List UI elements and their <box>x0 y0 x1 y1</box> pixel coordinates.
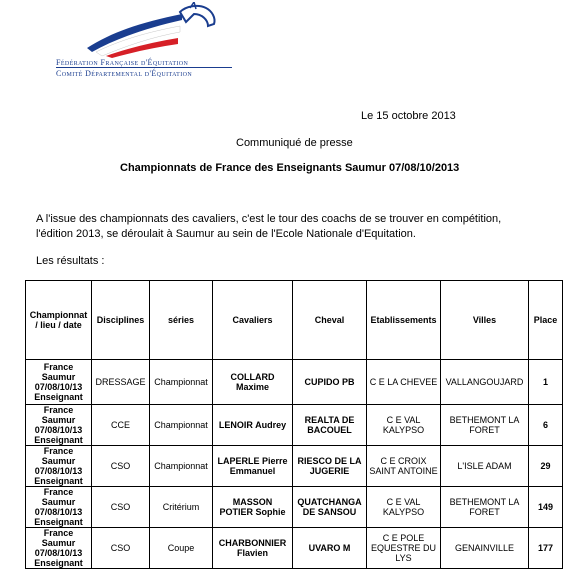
results-label: Les résultats : <box>36 255 105 267</box>
column-header: séries <box>150 281 213 360</box>
cell-place: 29 <box>529 446 563 487</box>
cell-championnat: France Saumur 07/08/10/13 Enseignant <box>26 405 92 446</box>
table-header-row <box>26 281 563 360</box>
column-header: Etablissements <box>367 281 441 360</box>
org-name-comite: Comité Départemental d'Équitation <box>56 69 193 78</box>
cell-cheval: CUPIDO PB <box>293 360 367 405</box>
document-date: Le 15 octobre 2013 <box>361 110 456 122</box>
cell-place: 149 <box>529 487 563 528</box>
intro-paragraph <box>36 212 556 242</box>
cell-discipline: DRESSAGE <box>92 360 150 405</box>
cell-serie: Championnat <box>150 360 213 405</box>
table-row <box>26 360 563 405</box>
cell-cheval: QUATCHANGA DE SANSOU <box>293 487 367 528</box>
cell-discipline: CCE <box>92 405 150 446</box>
cell-ville: VALLANGOUJARD <box>441 360 529 405</box>
header-rule <box>56 67 232 68</box>
intro-line: l'édition 2013, se déroulait à Saumur au sein de l'Ecole Nationale d'Equitation. <box>36 228 416 240</box>
intro-line: A l'issue des championnats des cavaliers, c'est le tour des coachs de se trouver en compétition, <box>36 213 502 225</box>
communique-heading: Communiqué de presse <box>236 137 353 149</box>
cell-etablissement: C E CROIX SAINT ANTOINE <box>367 446 441 487</box>
cell-championnat: France Saumur 07/08/10/13 Enseignant <box>26 446 92 487</box>
cell-etablissement: C E LA CHEVEE <box>367 360 441 405</box>
column-header: Place <box>529 281 563 360</box>
column-header: Cavaliers <box>213 281 293 360</box>
column-header: Cheval <box>293 281 367 360</box>
cell-etablissement: C E POLE EQUESTRE DU LYS <box>367 528 441 569</box>
cell-discipline: CSO <box>92 528 150 569</box>
cell-etablissement: C E VAL KALYPSO <box>367 405 441 446</box>
cell-cavalier: MASSON POTIER Sophie <box>213 487 293 528</box>
cell-serie: Championnat <box>150 405 213 446</box>
horse-head-logo-icon <box>82 2 222 58</box>
cell-ville: BETHEMONT LA FORET <box>441 487 529 528</box>
cell-etablissement: C E VAL KALYPSO <box>367 487 441 528</box>
cell-cavalier: LAPERLE Pierre Emmanuel <box>213 446 293 487</box>
results-table <box>25 280 563 569</box>
cell-cheval: UVARO M <box>293 528 367 569</box>
cell-ville: L'ISLE ADAM <box>441 446 529 487</box>
cell-cheval: RIESCO DE LA JUGERIE <box>293 446 367 487</box>
column-header: Villes <box>441 281 529 360</box>
cell-serie: Critérium <box>150 487 213 528</box>
cell-cavalier: CHARBONNIER Flavien <box>213 528 293 569</box>
cell-place: 6 <box>529 405 563 446</box>
table-row <box>26 528 563 569</box>
cell-championnat: France Saumur 07/08/10/13 Enseignant <box>26 487 92 528</box>
cell-serie: Championnat <box>150 446 213 487</box>
table-row <box>26 405 563 446</box>
cell-ville: GENAINVILLE <box>441 528 529 569</box>
cell-serie: Coupe <box>150 528 213 569</box>
cell-cheval: REALTA DE BACOUEL <box>293 405 367 446</box>
cell-place: 1 <box>529 360 563 405</box>
cell-cavalier: LENOIR Audrey <box>213 405 293 446</box>
table-row <box>26 446 563 487</box>
table-row <box>26 487 563 528</box>
cell-cavalier: COLLARD Maxime <box>213 360 293 405</box>
cell-place: 177 <box>529 528 563 569</box>
org-name-federation: Fédération Française d'Équitation <box>56 58 189 67</box>
cell-discipline: CSO <box>92 487 150 528</box>
cell-ville: BETHEMONT LA FORET <box>441 405 529 446</box>
cell-championnat: France Saumur 07/08/10/13 Enseignant <box>26 528 92 569</box>
column-header: Disciplines <box>92 281 150 360</box>
cell-championnat: France Saumur 07/08/10/13 Enseignant <box>26 360 92 405</box>
document-title: Championnats de France des Enseignants Saumur 07/08/10/2013 <box>120 162 460 174</box>
column-header: Championnat / lieu / date <box>26 281 92 360</box>
cell-discipline: CSO <box>92 446 150 487</box>
